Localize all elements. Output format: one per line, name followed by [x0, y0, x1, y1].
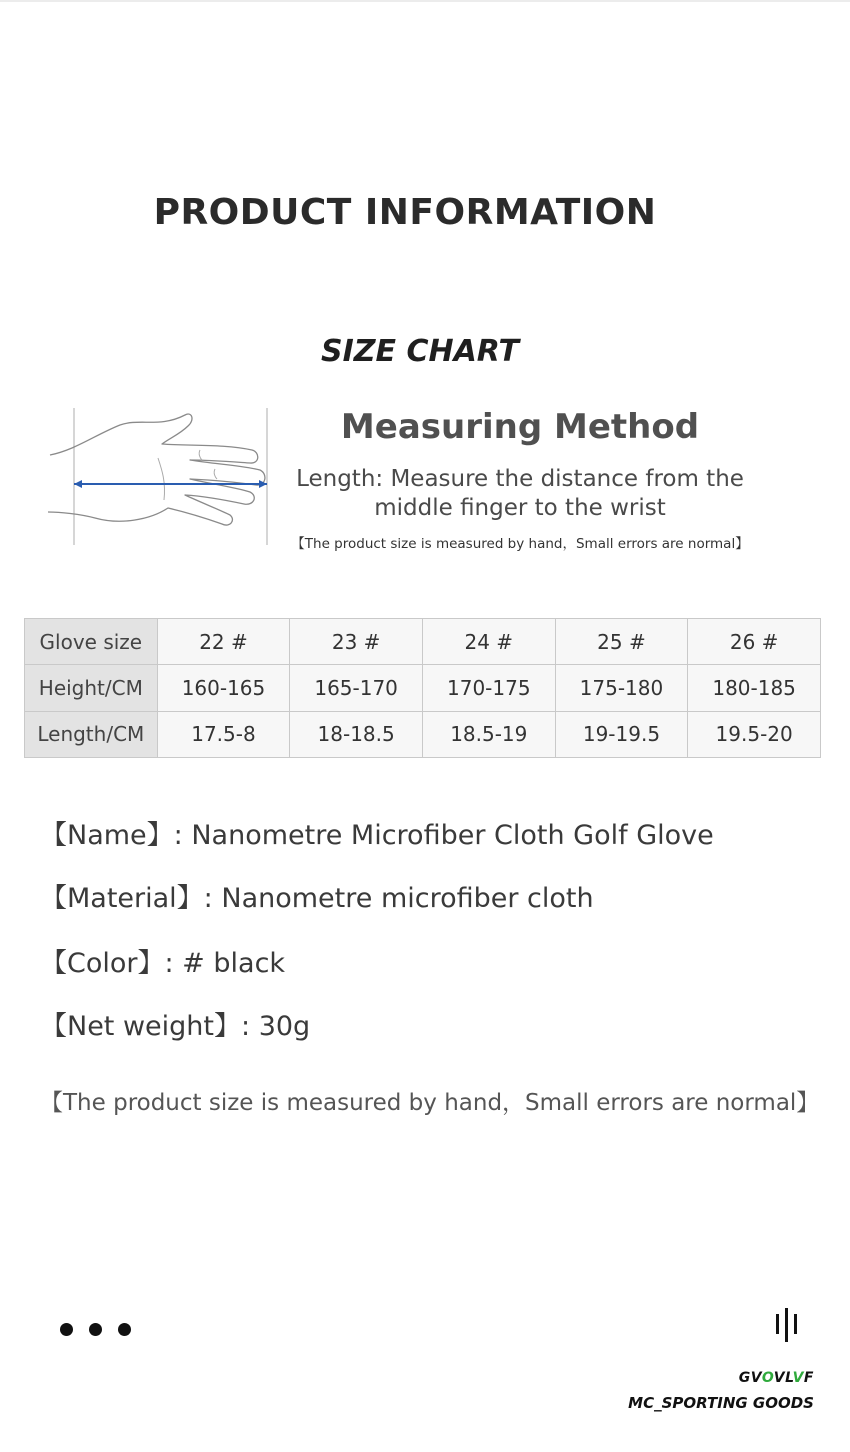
- table-cell: 24 #: [422, 619, 555, 665]
- table-cell: 19-19.5: [555, 711, 688, 757]
- row-label: Height/CM: [25, 665, 158, 711]
- size-chart-title: SIZE CHART: [320, 334, 520, 369]
- table-cell: 175-180: [555, 665, 688, 711]
- table-cell: 17.5-8: [157, 711, 290, 757]
- page-title: PRODUCT INFORMATION: [153, 192, 657, 233]
- table-cell: 22 #: [157, 619, 290, 665]
- table-row: [25, 711, 821, 757]
- table-cell: 160-165: [157, 665, 290, 711]
- info-material: 【Material】: Nanometre microfiber cloth: [40, 883, 594, 914]
- table-cell: 18.5-19: [422, 711, 555, 757]
- table-cell: 180-185: [688, 665, 821, 711]
- method-line-2: middle finger to the wrist: [374, 495, 666, 521]
- table-row: [25, 665, 821, 711]
- size-table: [24, 618, 821, 758]
- info-color: 【Color】: # black: [40, 948, 286, 979]
- table-cell: 25 #: [555, 619, 688, 665]
- table-cell: 26 #: [688, 619, 821, 665]
- table-cell: 23 #: [290, 619, 423, 665]
- measuring-note: 【The product size is measured by hand，Small errors are normal】: [291, 536, 749, 552]
- table-cell: 18-18.5: [290, 711, 423, 757]
- table-cell: 165-170: [290, 665, 423, 711]
- top-divider: [0, 0, 850, 2]
- hand-measure-illustration: [40, 400, 280, 550]
- row-label: Length/CM: [25, 711, 158, 757]
- table-row: [25, 619, 821, 665]
- info-net-weight: 【Net weight】: 30g: [40, 1011, 311, 1042]
- brand-logo-icon: [774, 1308, 804, 1342]
- measurement-disclaimer: 【The product size is measured by hand，Small errors are normal】: [40, 1090, 820, 1116]
- more-dots-icon: [60, 1323, 131, 1336]
- brand-subtitle: MC_SPORTING GOODS: [628, 1394, 814, 1412]
- method-line-1: Length: Measure the distance from the: [296, 466, 744, 492]
- info-name: 【Name】: Nanometre Microfiber Cloth Golf Glove: [40, 820, 714, 851]
- measuring-method-description: [280, 465, 760, 523]
- brand-name: GVOVLVF: [738, 1370, 814, 1386]
- row-label: Glove size: [25, 619, 158, 665]
- measuring-method-title: Measuring Method: [340, 407, 700, 447]
- table-cell: 19.5-20: [688, 711, 821, 757]
- table-cell: 170-175: [422, 665, 555, 711]
